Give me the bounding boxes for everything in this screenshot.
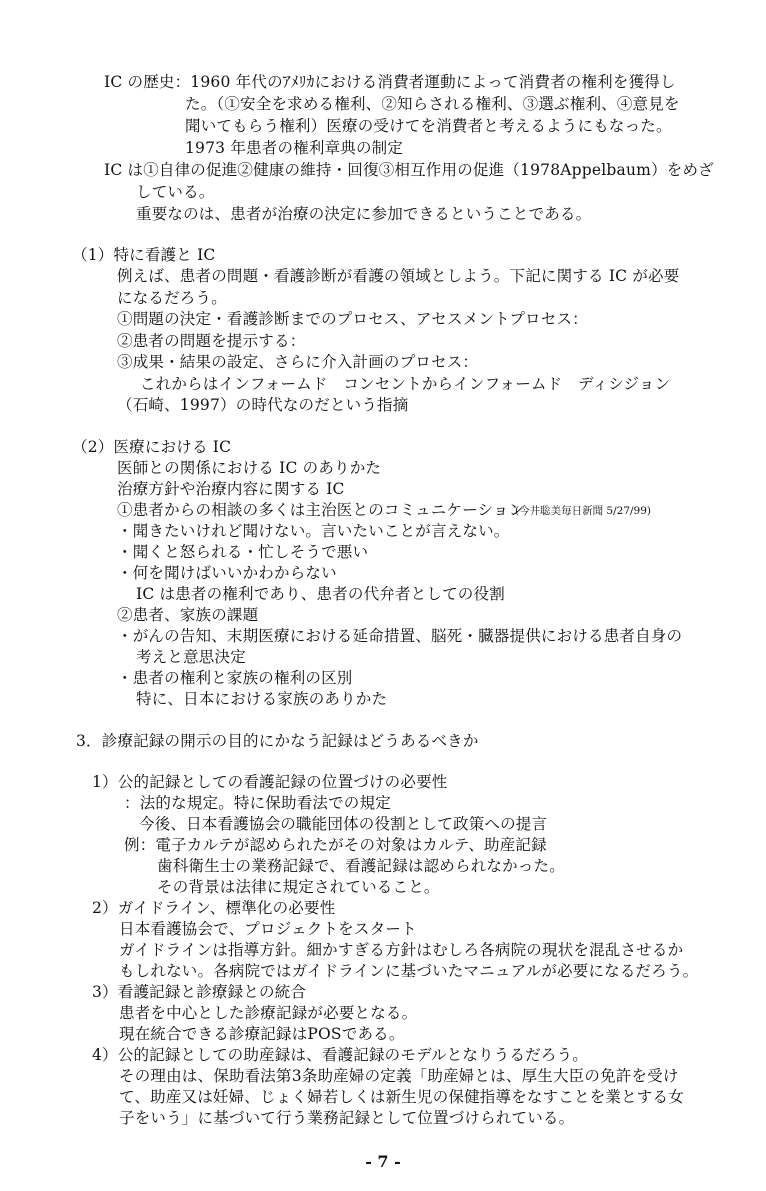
text-line: している。 (136, 183, 215, 201)
text-line: これからはインフォームド コンセントからインフォームド ディシジョン (140, 375, 671, 393)
text-line: 歯科衛生士の業務記録で、看護記録は認められなかった。 (157, 857, 565, 875)
text-line: 現在統合できる診療記録はPOSである。 (119, 1025, 405, 1043)
text-line: IC は①自律の促進②健康の維持・回復③相互作用の促進（1978Appelbaum）をめざ (104, 161, 714, 179)
text-line: ：法的な規定。特に保助看法での規定 (124, 794, 391, 812)
text-line: 子をいう」に基づいて行う業務記録として位置づけられている。 (119, 1109, 575, 1127)
text-line: 日本看護協会で、プロジェクトをスタート (119, 920, 417, 938)
text-line: ①患者からの相談の多くは主治医とのコミュニケーション (117, 501, 525, 519)
text-line: 1）公的記録としての看護記録の位置づけの必要性 (92, 773, 448, 791)
text-line: ③成果・結果の設定、さらに介入計画のプロセス： (117, 353, 479, 371)
text-line: その理由は、保助看法第3条助産婦の定義「助産婦とは、厚生大臣の免許を受け (119, 1067, 679, 1085)
page-number: - 7 - (365, 1152, 401, 1171)
text-line: 2）ガイドライン、標準化の必要性 (92, 899, 336, 917)
text-line: て、助産又は妊婦、じょく婦若しくは新生児の保健指導をなすことを業とする女 (119, 1088, 684, 1106)
text-line: 聞いてもらう権利）医療の受けてを消費者と考えるようにもなった。 (185, 117, 672, 135)
text-line: 例：電子カルテが認められたがその対象はカルテ、助産記録 (124, 836, 547, 854)
text-line: 重要なのは、患者が治療の決定に参加できるということである。 (136, 205, 592, 223)
text-line: 1973 年患者の権利章典の制定 (185, 139, 404, 157)
newspaper-citation: (今井聡美毎日新聞 5/27/99) (515, 505, 652, 517)
text-line: （2）医療における IC (72, 438, 232, 456)
text-line: ・聞くと怒られる・忙しそうで悪い (117, 543, 369, 561)
text-line: ガイドラインは指導方針。細かすぎる方針はむしろ各病院の現状を混乱させるか (119, 941, 684, 959)
text-line: 考えと意思決定 (136, 648, 246, 666)
text-line: 患者を中心とした診療記録が必要となる。 (119, 1004, 418, 1022)
text-line: ・がんの告知、末期医療における延命措置、脳死・臓器提供における患者自身の (117, 627, 683, 645)
text-line: 医師との関係における IC のありかた (117, 459, 382, 477)
text-line: 治療方針や治療内容に関する IC (117, 480, 345, 498)
text-line: 3．診療記録の開示の目的にかなう記録はどうあるべきか (76, 732, 479, 750)
text-line: IC の歴史：1960 年代のｱﾒﾘｶにおける消費者運動によって消費者の権利を獲得し (104, 73, 676, 91)
text-line: もしれない。各病院ではガイドラインに基づいたマニュアルが必要になるだろう。 (119, 962, 699, 980)
text-line: 今後、日本看護協会の職能団体の役割として政策への提言 (139, 815, 548, 833)
text-line: ②患者、家族の課題 (117, 606, 259, 624)
text-line: ・聞きたいけれど聞けない。言いたいことが言えない。 (117, 522, 510, 540)
text-line: 例えば、患者の問題・看護診断が看護の領域としよう。下記に関する IC が必要 (117, 267, 680, 285)
text-line: ・患者の権利と家族の権利の区別 (117, 669, 353, 687)
text-line: になるだろう。 (117, 289, 227, 307)
text-line: 3）看護記録と診療録との統合 (92, 983, 307, 1001)
text-line: た。（①安全を求める権利、②知らされる権利、③選ぶ権利、④意見を (185, 95, 680, 113)
text-line: ②患者の問題を提示する： (117, 332, 306, 350)
text-line: その背景は法律に規定されていること。 (157, 878, 440, 896)
text-line: （石崎、1997）の時代なのだという指摘 (117, 396, 409, 414)
text-line: 特に、日本における家族のありかた (136, 690, 388, 708)
text-line: ①問題の決定・看護診断までのプロセス、アセスメントプロセス： (117, 310, 588, 328)
text-line: ・何を聞けばいいかわからない (117, 564, 337, 582)
text-line: IC は患者の権利であり、患者の代弁者としての役割 (136, 585, 505, 603)
text-line: （1）特に看護と IC (72, 246, 216, 264)
text-line: 4）公的記録としての助産録は、看護記録のモデルとなりうるだろう。 (92, 1046, 588, 1064)
